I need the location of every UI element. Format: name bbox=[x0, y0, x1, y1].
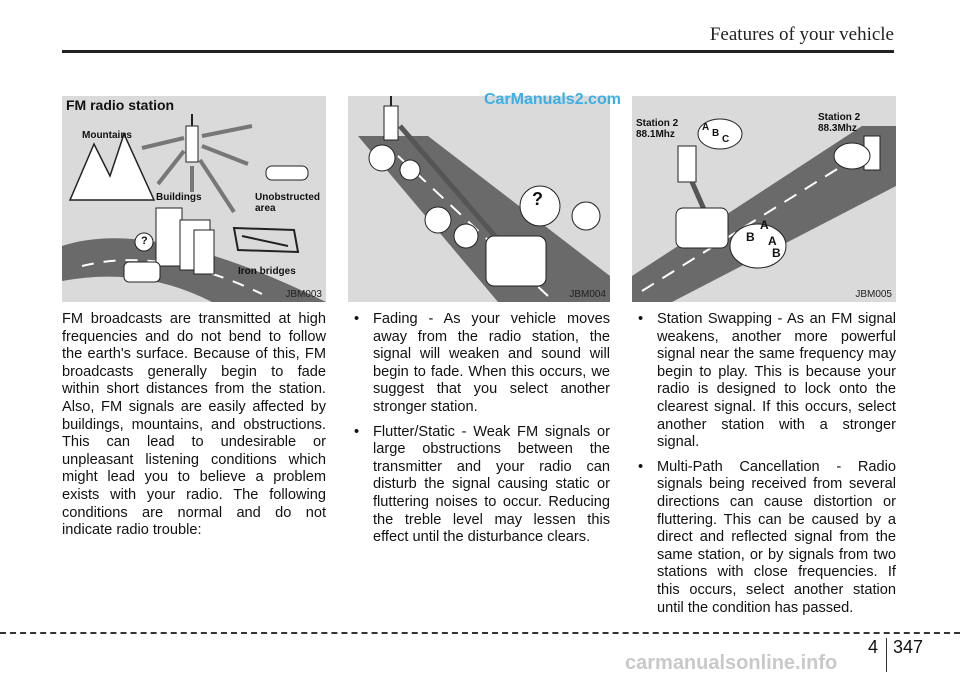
bullet-text: Fading - As your vehicle moves away from the radio station, the signal will weaken and sound will begin to fade. When this occurs, we suggest that you select another stronger station. bbox=[373, 311, 610, 415]
bullet-text: Station Swapping - As an FM signal weakens, another more powerful signal near the same frequency may begin to play. This is because your radio is designed to lock onto the clearest signal. If this occurs, select another station with a stronger signal. bbox=[657, 311, 896, 451]
figure-fading bbox=[348, 96, 610, 302]
figure-code: JBM004 bbox=[569, 289, 606, 300]
footer-dashed-rule bbox=[0, 632, 960, 634]
letter-a: A bbox=[702, 122, 710, 133]
intro-paragraph: FM broadcasts are transmitted at high frequencies and do not bend to follow the earth's surface. Because of this, FM broadcasts generally begin to fade within short distances from the station. Also, FM signals are easily affected by buildings, mountains, and obstructions. This can lead to undesirable or unpleasant listening conditions which might lead you to believe a problem exists with your radio. The following conditions are normal and do not indicate radio trouble: bbox=[62, 311, 326, 539]
label-buildings: Buildings bbox=[156, 192, 202, 203]
figure-title: FM radio station bbox=[66, 97, 175, 113]
bullet-multipath bbox=[632, 459, 896, 617]
bullet-dot: • bbox=[354, 423, 360, 440]
figure-station-swapping bbox=[632, 96, 896, 302]
figure-code: JBM005 bbox=[855, 289, 892, 300]
bullet-fading bbox=[348, 311, 610, 417]
label-station-right: Station 2 88.3Mhz bbox=[818, 112, 861, 134]
bullet-station-swapping bbox=[632, 311, 896, 452]
watermark-bottom: carmanualsonline.info bbox=[625, 652, 838, 674]
mix-letter-b: B bbox=[746, 230, 755, 244]
bullet-text: Multi-Path Cancellation - Radio signals being received from several directions can cause distortion or fluttering. This can be caused by a direct and reflected signal from the same station, or by signals from two stations with close frequencies. If this occurs, select another station until the condition has passed. bbox=[657, 458, 896, 616]
fading-illustration bbox=[348, 96, 610, 302]
page-separator bbox=[886, 638, 887, 672]
label-question: ? bbox=[141, 235, 148, 247]
label-iron-bridges: Iron bridges bbox=[238, 266, 296, 277]
mix-letter-a2: A bbox=[768, 234, 777, 248]
letter-c: C bbox=[722, 134, 730, 145]
figure-code: JBM003 bbox=[285, 289, 322, 300]
letter-b: B bbox=[712, 128, 720, 139]
mix-letter-a: A bbox=[760, 218, 769, 232]
label-station-left: Station 2 88.1Mhz bbox=[636, 118, 679, 140]
bullet-dot: • bbox=[638, 458, 644, 475]
column-intro bbox=[62, 311, 326, 540]
bullet-flutter-static bbox=[348, 424, 610, 547]
page-number: 347 bbox=[893, 637, 924, 657]
watermark-carmanuals: CarManuals2.com bbox=[484, 91, 621, 108]
bullet-dot: • bbox=[638, 311, 644, 327]
label-mountains: Mountains bbox=[82, 130, 132, 141]
header-title: Features of your vehicle bbox=[709, 24, 894, 45]
label-unobstructed-area: Unobstructed area bbox=[255, 192, 320, 214]
bullet-dot: • bbox=[354, 311, 360, 327]
chapter-number: 4 bbox=[868, 637, 879, 657]
column-right bbox=[632, 311, 896, 624]
column-middle bbox=[348, 311, 610, 554]
label-question: ? bbox=[532, 189, 543, 209]
bullet-text: Flutter/Static - Weak FM signals or large obstructions between the transmitter and your radio can disturb the signal causing static or fluttering noises to occur. Reducing the treble level may lessen this effect until the disturbance clears. bbox=[373, 423, 610, 546]
figure-fm-radio-station bbox=[62, 96, 326, 302]
header-rule bbox=[62, 50, 894, 53]
mix-letter-b2: B bbox=[772, 246, 781, 260]
